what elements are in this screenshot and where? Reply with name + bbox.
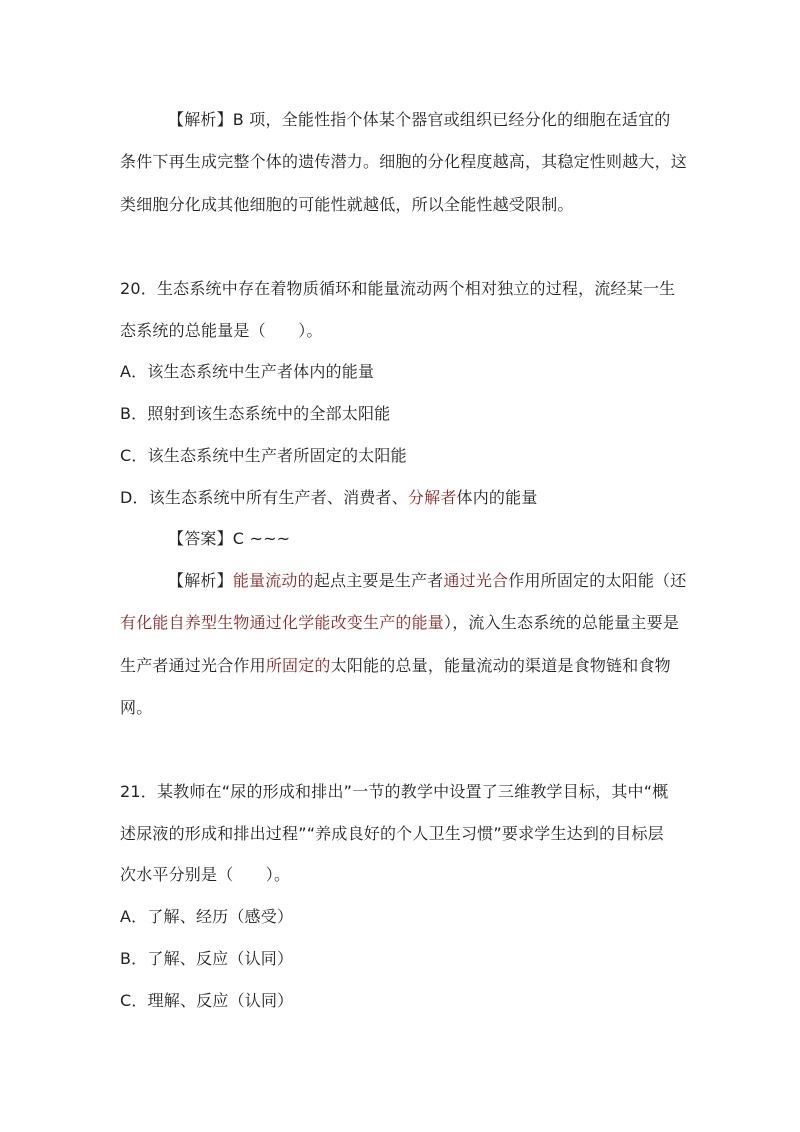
q20-option-d <box>120 487 538 509</box>
q20-analysis-text-1b: 能量流动的 <box>232 571 314 590</box>
q20-analysis-text-3c: 太阳能的总量，能量流动的渠道是食物链和食物 <box>330 656 671 675</box>
q20-analysis-line-3 <box>120 655 671 677</box>
q21-option-b: B．了解、反应（认同） <box>120 949 294 968</box>
q20-analysis-text-1c: 起点主要是生产者 <box>313 571 444 590</box>
q21-stem-line-2: 述尿液的形成和排出过程”“养成良好的个人卫生习惯”要求学生达到的目标层 <box>120 824 664 843</box>
q20-stem-line-2: 态系统的总能量是（ ）。 <box>120 321 323 340</box>
q21-stem-line-3: 次水平分别是（ ）。 <box>120 865 291 884</box>
q20-option-d-text-1: D．该生态系统中所有生产者、消费者、 <box>120 488 408 507</box>
q20-stem-line-1: 20．生态系统中存在着物质循环和能量流动两个相对独立的过程，流经某一生 <box>120 279 676 298</box>
q20-option-d-text-3: 体内的能量 <box>456 488 538 507</box>
q20-analysis-text-2a: 有化能自养型生物通过化学能改变生产的能量 <box>120 613 445 632</box>
q20-option-b: B．照射到该生态系统中的全部太阳能 <box>120 404 391 423</box>
q20-option-d-text-2: 分解者 <box>407 488 457 507</box>
q20-analysis-line-4: 网。 <box>120 698 153 717</box>
q21-stem-line-1: 21．某教师在“尿的形成和排出”一节的教学中设置了三维教学目标，其中“概 <box>120 782 669 801</box>
q19-analysis-line-2: 条件下再生成完整个体的遗传潜力。细胞的分化程度越高，其稳定性则越大，这 <box>120 152 688 171</box>
q20-analysis-line-2 <box>120 612 679 634</box>
q19-analysis-line-1: 【解析】B 项，全能性指个体某个器官或组织已经分化的细胞在适宜的 <box>168 110 671 129</box>
q20-option-a: A．该生态系统中生产者体内的能量 <box>120 362 375 381</box>
q20-analysis-text-3a: 生产者通过光合作用 <box>120 656 266 675</box>
q20-option-c: C．该生态系统中生产者所固定的太阳能 <box>120 446 407 465</box>
q21-option-c: C．理解、反应（认同） <box>120 991 294 1010</box>
q20-analysis-line-1 <box>168 570 686 592</box>
q20-answer: 【答案】C ~~~ <box>168 529 291 548</box>
q20-analysis-text-2b: ），流入生态系统的总能量主要是 <box>444 613 680 632</box>
q20-analysis-text-1d: 通过光合 <box>443 571 509 590</box>
q20-analysis-text-3b: 所固定的 <box>265 656 331 675</box>
q21-option-a: A．了解、经历（感受） <box>120 907 294 926</box>
q20-analysis-text-1a: 【解析】 <box>168 571 233 590</box>
q19-analysis-line-3: 类细胞分化成其他细胞的可能性就越低，所以全能性越受限制。 <box>120 195 574 214</box>
q20-analysis-text-1e: 作用所固定的太阳能（还 <box>508 571 687 590</box>
